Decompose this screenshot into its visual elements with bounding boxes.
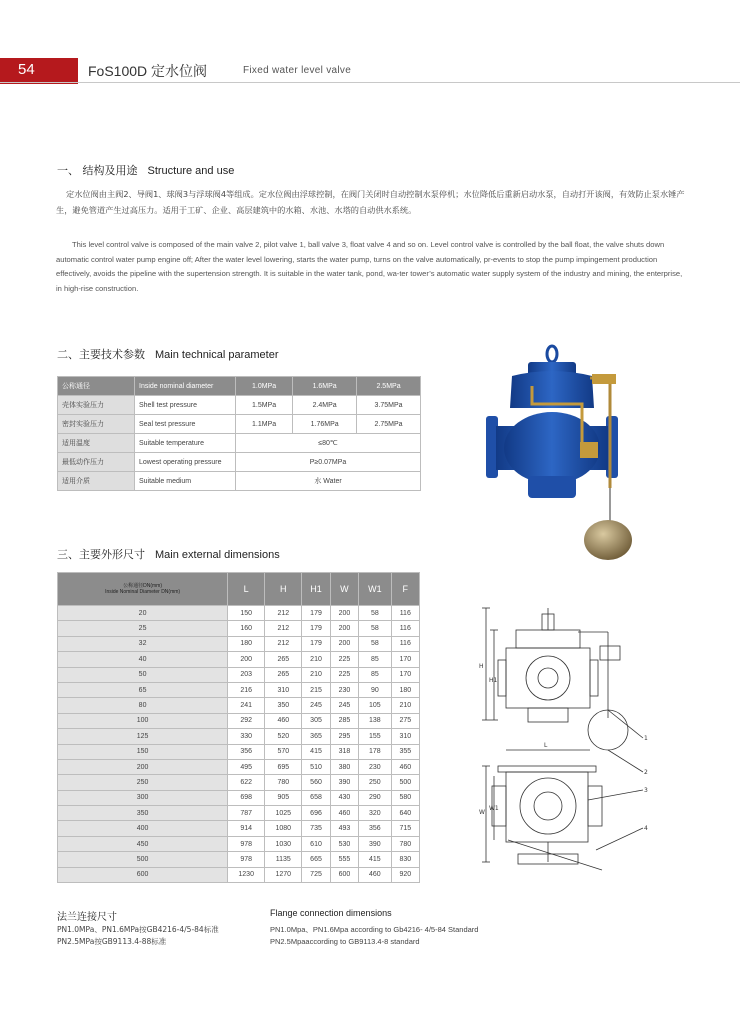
dn-cell: 50 xyxy=(58,667,228,682)
dimension-cell: 905 xyxy=(265,790,302,805)
dimension-cell: 830 xyxy=(391,852,419,867)
dimension-cell: 215 xyxy=(302,682,330,697)
dimension-cell: 265 xyxy=(265,667,302,682)
parameter-value: 1.1MPa xyxy=(236,415,293,434)
dimension-cell: 292 xyxy=(228,713,265,728)
dimension-cell: 665 xyxy=(302,852,330,867)
dn-cell: 350 xyxy=(58,806,228,821)
drawing-label-2: 2 xyxy=(644,769,648,776)
dimension-cell: 318 xyxy=(330,744,358,759)
flange-line2-en: PN2.5Mpaaccording to GB9113.4-8 standard xyxy=(270,937,420,946)
dimension-cell: 275 xyxy=(391,713,419,728)
table-row xyxy=(58,744,420,759)
dimension-cell: 150 xyxy=(228,606,265,621)
dimension-cell: 310 xyxy=(391,729,419,744)
dimension-cell: 116 xyxy=(391,636,419,651)
dimension-cell: 1080 xyxy=(265,821,302,836)
dn-cell: 20 xyxy=(58,606,228,621)
dimension-cell: 570 xyxy=(265,744,302,759)
table-row xyxy=(58,698,420,713)
dimension-cell: 200 xyxy=(330,606,358,621)
dimension-cell: 285 xyxy=(330,713,358,728)
dn-cell: 200 xyxy=(58,759,228,774)
valve-photo xyxy=(472,338,652,573)
dn-cell: 32 xyxy=(58,636,228,651)
parameter-value: ≤80℃ xyxy=(236,434,421,453)
dimension-cell: 179 xyxy=(302,606,330,621)
dimension-cell: 250 xyxy=(359,775,391,790)
dimension-cell: 105 xyxy=(359,698,391,713)
parameter-value: 1.0MPa xyxy=(236,377,293,396)
table-row xyxy=(58,621,420,636)
dimension-cell: 90 xyxy=(359,682,391,697)
section1-heading xyxy=(57,162,234,178)
dimension-cell: 200 xyxy=(330,621,358,636)
dimension-cell: 380 xyxy=(330,759,358,774)
dn-cell: 300 xyxy=(58,790,228,805)
dimension-cell: 555 xyxy=(330,852,358,867)
dimension-cell: 493 xyxy=(330,821,358,836)
dimension-cell: 265 xyxy=(265,652,302,667)
dn-cell: 400 xyxy=(58,821,228,836)
dimension-cell: 245 xyxy=(302,698,330,713)
dimension-cell: 460 xyxy=(359,867,391,882)
dimension-cell: 170 xyxy=(391,667,419,682)
dimension-cell: 495 xyxy=(228,759,265,774)
column-header: H1 xyxy=(302,573,330,606)
dn-cell: 65 xyxy=(58,682,228,697)
column-header: H xyxy=(265,573,302,606)
dimension-cell: 510 xyxy=(302,759,330,774)
dimension-cell: 230 xyxy=(359,759,391,774)
dimension-cell: 58 xyxy=(359,606,391,621)
table-row xyxy=(58,713,420,728)
section3-title-cn: 三、主要外形尺寸 xyxy=(57,548,145,561)
dimension-cell: 116 xyxy=(391,606,419,621)
parameter-label-cn: 最低动作压力 xyxy=(58,453,135,472)
dn-cell: 40 xyxy=(58,652,228,667)
section2-heading xyxy=(57,346,279,362)
drawing-label-1: 1 xyxy=(644,735,648,742)
parameter-value: 2.4MPa xyxy=(293,396,357,415)
dimension-cell: 622 xyxy=(228,775,265,790)
drawing-label-3: 3 xyxy=(644,787,648,794)
column-header: L xyxy=(228,573,265,606)
dimension-cell: 200 xyxy=(228,652,265,667)
column-header: F xyxy=(391,573,419,606)
dimension-cell: 58 xyxy=(359,621,391,636)
dimension-cell: 500 xyxy=(391,775,419,790)
drawing-label-4: 4 xyxy=(644,825,648,832)
dimension-cell: 640 xyxy=(391,806,419,821)
dimension-cell: 241 xyxy=(228,698,265,713)
dimension-cell: 1135 xyxy=(265,852,302,867)
flange-title-cn: 法兰连接尺寸 xyxy=(57,912,117,923)
table-row xyxy=(58,806,420,821)
drawing-label-h: H xyxy=(479,663,484,670)
column-header: W xyxy=(330,573,358,606)
parameter-label-cn: 公称通径 xyxy=(58,377,135,396)
dimension-cell: 310 xyxy=(265,682,302,697)
dimension-cell: 116 xyxy=(391,621,419,636)
section1-title-cn: 一、 结构及用途 xyxy=(57,164,138,177)
dn-cell: 600 xyxy=(58,867,228,882)
table-row xyxy=(58,775,420,790)
dimension-cell: 212 xyxy=(265,621,302,636)
dimension-cell: 715 xyxy=(391,821,419,836)
dimension-cell: 178 xyxy=(359,744,391,759)
flange-line1-en: PN1.0Mpa、PN1.6Mpa according to Gb4216- 4/5-84 Standard xyxy=(270,925,479,934)
dn-cell: 500 xyxy=(58,852,228,867)
dimension-cell: 560 xyxy=(302,775,330,790)
dn-header-cn: 公称通径DN(mm) xyxy=(123,583,163,589)
table-row xyxy=(58,652,420,667)
dimension-cell: 180 xyxy=(391,682,419,697)
header-divider xyxy=(0,82,740,83)
parameter-value: 1.5MPa xyxy=(236,396,293,415)
dimension-cell: 430 xyxy=(330,790,358,805)
drawing-label-w: W xyxy=(479,809,485,816)
parameter-label-en: Shell test pressure xyxy=(135,396,236,415)
dimension-cell: 356 xyxy=(359,821,391,836)
dn-cell: 150 xyxy=(58,744,228,759)
dimension-cell: 696 xyxy=(302,806,330,821)
table-row xyxy=(58,667,420,682)
page-subtitle: Fixed water level valve xyxy=(243,65,352,76)
dimension-cell: 914 xyxy=(228,821,265,836)
parameter-label-en: Suitable medium xyxy=(135,472,236,491)
section3-title-en: Main external dimensions xyxy=(155,549,280,561)
parameter-value: 2.75MPa xyxy=(357,415,421,434)
parameter-row xyxy=(58,415,421,434)
dimension-cell: 415 xyxy=(359,852,391,867)
parameter-row xyxy=(58,396,421,415)
flange-text-en xyxy=(270,924,478,948)
dimension-cell: 780 xyxy=(265,775,302,790)
table-row xyxy=(58,682,420,697)
dn-cell: 100 xyxy=(58,713,228,728)
dn-header xyxy=(58,573,228,606)
dimension-cell: 290 xyxy=(359,790,391,805)
dimension-cell: 355 xyxy=(391,744,419,759)
table-row xyxy=(58,729,420,744)
drawing-label-l: L xyxy=(544,742,548,749)
parameter-label-en: Lowest operating pressure xyxy=(135,453,236,472)
dimension-cell: 58 xyxy=(359,636,391,651)
dimension-cell: 200 xyxy=(330,636,358,651)
dimension-cell: 698 xyxy=(228,790,265,805)
parameter-row xyxy=(58,377,421,396)
dimension-cell: 780 xyxy=(391,836,419,851)
section2-title-cn: 二、主要技术参数 xyxy=(57,348,145,361)
parameter-label-en: Seal test pressure xyxy=(135,415,236,434)
dimension-cell: 580 xyxy=(391,790,419,805)
parameter-label-en: Inside nominal diameter xyxy=(135,377,236,396)
section3-heading xyxy=(57,546,280,562)
dimension-cell: 230 xyxy=(330,682,358,697)
dimension-cell: 1025 xyxy=(265,806,302,821)
dimension-cell: 295 xyxy=(330,729,358,744)
dimension-cell: 695 xyxy=(265,759,302,774)
parameter-row xyxy=(58,434,421,453)
dimension-cell: 390 xyxy=(330,775,358,790)
dn-cell: 450 xyxy=(58,836,228,851)
technical-parameter-table xyxy=(57,376,421,491)
drawing-label-w1: W1 xyxy=(489,805,499,812)
dimension-cell: 978 xyxy=(228,836,265,851)
dimension-cell: 725 xyxy=(302,867,330,882)
parameter-label-cn: 适用介质 xyxy=(58,472,135,491)
dimension-cell: 415 xyxy=(302,744,330,759)
column-header: W1 xyxy=(359,573,391,606)
dimension-cell: 320 xyxy=(359,806,391,821)
dimension-cell: 212 xyxy=(265,606,302,621)
dimension-cell: 225 xyxy=(330,652,358,667)
dimension-cell: 225 xyxy=(330,667,358,682)
flange-title-en: Flange connection dimensions xyxy=(270,908,392,918)
parameter-value: P≥0.07MPa xyxy=(236,453,421,472)
parameter-row xyxy=(58,472,421,491)
page-title: FoS100D 定水位阀 xyxy=(88,63,208,79)
page-number-tab xyxy=(0,58,78,84)
flange-line1-cn: PN1.0MPa、PN1.6MPa按GB4216-4/5-84标准 xyxy=(57,925,219,934)
dn-cell: 125 xyxy=(58,729,228,744)
table-row xyxy=(58,821,420,836)
table-row xyxy=(58,636,420,651)
dn-cell: 250 xyxy=(58,775,228,790)
drawing-label-h1: H1 xyxy=(489,677,498,684)
dimension-cell: 170 xyxy=(391,652,419,667)
dimension-cell: 978 xyxy=(228,852,265,867)
parameter-row xyxy=(58,453,421,472)
dimension-cell: 787 xyxy=(228,806,265,821)
table-row xyxy=(58,759,420,774)
dimension-cell: 210 xyxy=(302,667,330,682)
dimension-cell: 138 xyxy=(359,713,391,728)
dimension-cell: 155 xyxy=(359,729,391,744)
dimension-cell: 212 xyxy=(265,636,302,651)
parameter-value: 1.6MPa xyxy=(293,377,357,396)
parameter-label-cn: 密封实验压力 xyxy=(58,415,135,434)
table-row xyxy=(58,867,420,882)
parameter-label-cn: 适用温度 xyxy=(58,434,135,453)
dimension-cell: 180 xyxy=(228,636,265,651)
dimension-cell: 920 xyxy=(391,867,419,882)
parameter-value: 3.75MPa xyxy=(357,396,421,415)
dimension-cell: 179 xyxy=(302,621,330,636)
dn-cell: 80 xyxy=(58,698,228,713)
dimension-cell: 203 xyxy=(228,667,265,682)
dimension-cell: 350 xyxy=(265,698,302,713)
dimension-cell: 1230 xyxy=(228,867,265,882)
dimension-cell: 390 xyxy=(359,836,391,851)
dimension-cell: 1030 xyxy=(265,836,302,851)
dimension-cell: 330 xyxy=(228,729,265,744)
table-row xyxy=(58,852,420,867)
flange-line2-cn: PN2.5MPa按GB9113.4-88标准 xyxy=(57,937,167,946)
dimension-cell: 356 xyxy=(228,744,265,759)
dimension-cell: 160 xyxy=(228,621,265,636)
section1-title-en: Structure and use xyxy=(147,165,235,177)
dn-cell: 25 xyxy=(58,621,228,636)
dimension-cell: 210 xyxy=(391,698,419,713)
parameter-label-en: Suitable temperature xyxy=(135,434,236,453)
dimension-cell: 520 xyxy=(265,729,302,744)
dimension-cell: 735 xyxy=(302,821,330,836)
technical-drawing xyxy=(478,600,678,900)
parameter-value: 水 Water xyxy=(236,472,421,491)
dimension-cell: 85 xyxy=(359,652,391,667)
section2-title-en: Main technical parameter xyxy=(155,349,279,361)
dimension-cell: 216 xyxy=(228,682,265,697)
external-dimensions-table xyxy=(57,572,420,883)
table-row xyxy=(58,606,420,621)
dimension-cell: 460 xyxy=(391,759,419,774)
dimension-cell: 460 xyxy=(265,713,302,728)
dimension-cell: 460 xyxy=(330,806,358,821)
dimension-cell: 245 xyxy=(330,698,358,713)
section1-text-cn: 定水位阀由主阀2、导阀1、球阀3与浮球阀4等组成。定水位阀由浮球控制，在阀门关闭时自动控制水泵停机；水位降低后重新启动水泵，自动打开该阀，有效防止泵水锤产生，避免管道产生过高压力。适用于工矿、企业、高层建筑中的水箱、水池、水塔的自动供水系统。 xyxy=(56,189,685,215)
table-row xyxy=(58,836,420,851)
page-number: 54 xyxy=(18,61,35,78)
table-row xyxy=(58,790,420,805)
parameter-label-cn: 壳体实验压力 xyxy=(58,396,135,415)
dimension-cell: 179 xyxy=(302,636,330,651)
dimension-cell: 600 xyxy=(330,867,358,882)
parameter-value: 2.5MPa xyxy=(357,377,421,396)
dn-header-en: Inside Nominal Diameter DN(mm) xyxy=(105,589,181,595)
dimension-cell: 530 xyxy=(330,836,358,851)
dimension-cell: 365 xyxy=(302,729,330,744)
dimension-cell: 85 xyxy=(359,667,391,682)
dimension-cell: 210 xyxy=(302,652,330,667)
dimensions-header-row xyxy=(58,573,420,606)
dimension-cell: 658 xyxy=(302,790,330,805)
dimension-cell: 1270 xyxy=(265,867,302,882)
flange-text-cn xyxy=(57,924,219,948)
dimension-cell: 610 xyxy=(302,836,330,851)
parameter-value: 1.76MPa xyxy=(293,415,357,434)
dimension-cell: 305 xyxy=(302,713,330,728)
section1-text-en: This level control valve is composed of the main valve 2, pilot valve 1, ball valve 3, float valve 4 and so on. Level control valve is controlled by the ball float, the valve shuts down automatic control water pump engine off; After the water level lowering, starts the water pump, turns on the valve automatically, pr-events to stop the pump impingement production effectively, avoids the pipeline with the supertension strength. It is suitable in the water tank, pond, wa-ter tower’s automatic water supply system of the industry and mining, the enterprise, in high-rise construction. xyxy=(56,240,683,293)
